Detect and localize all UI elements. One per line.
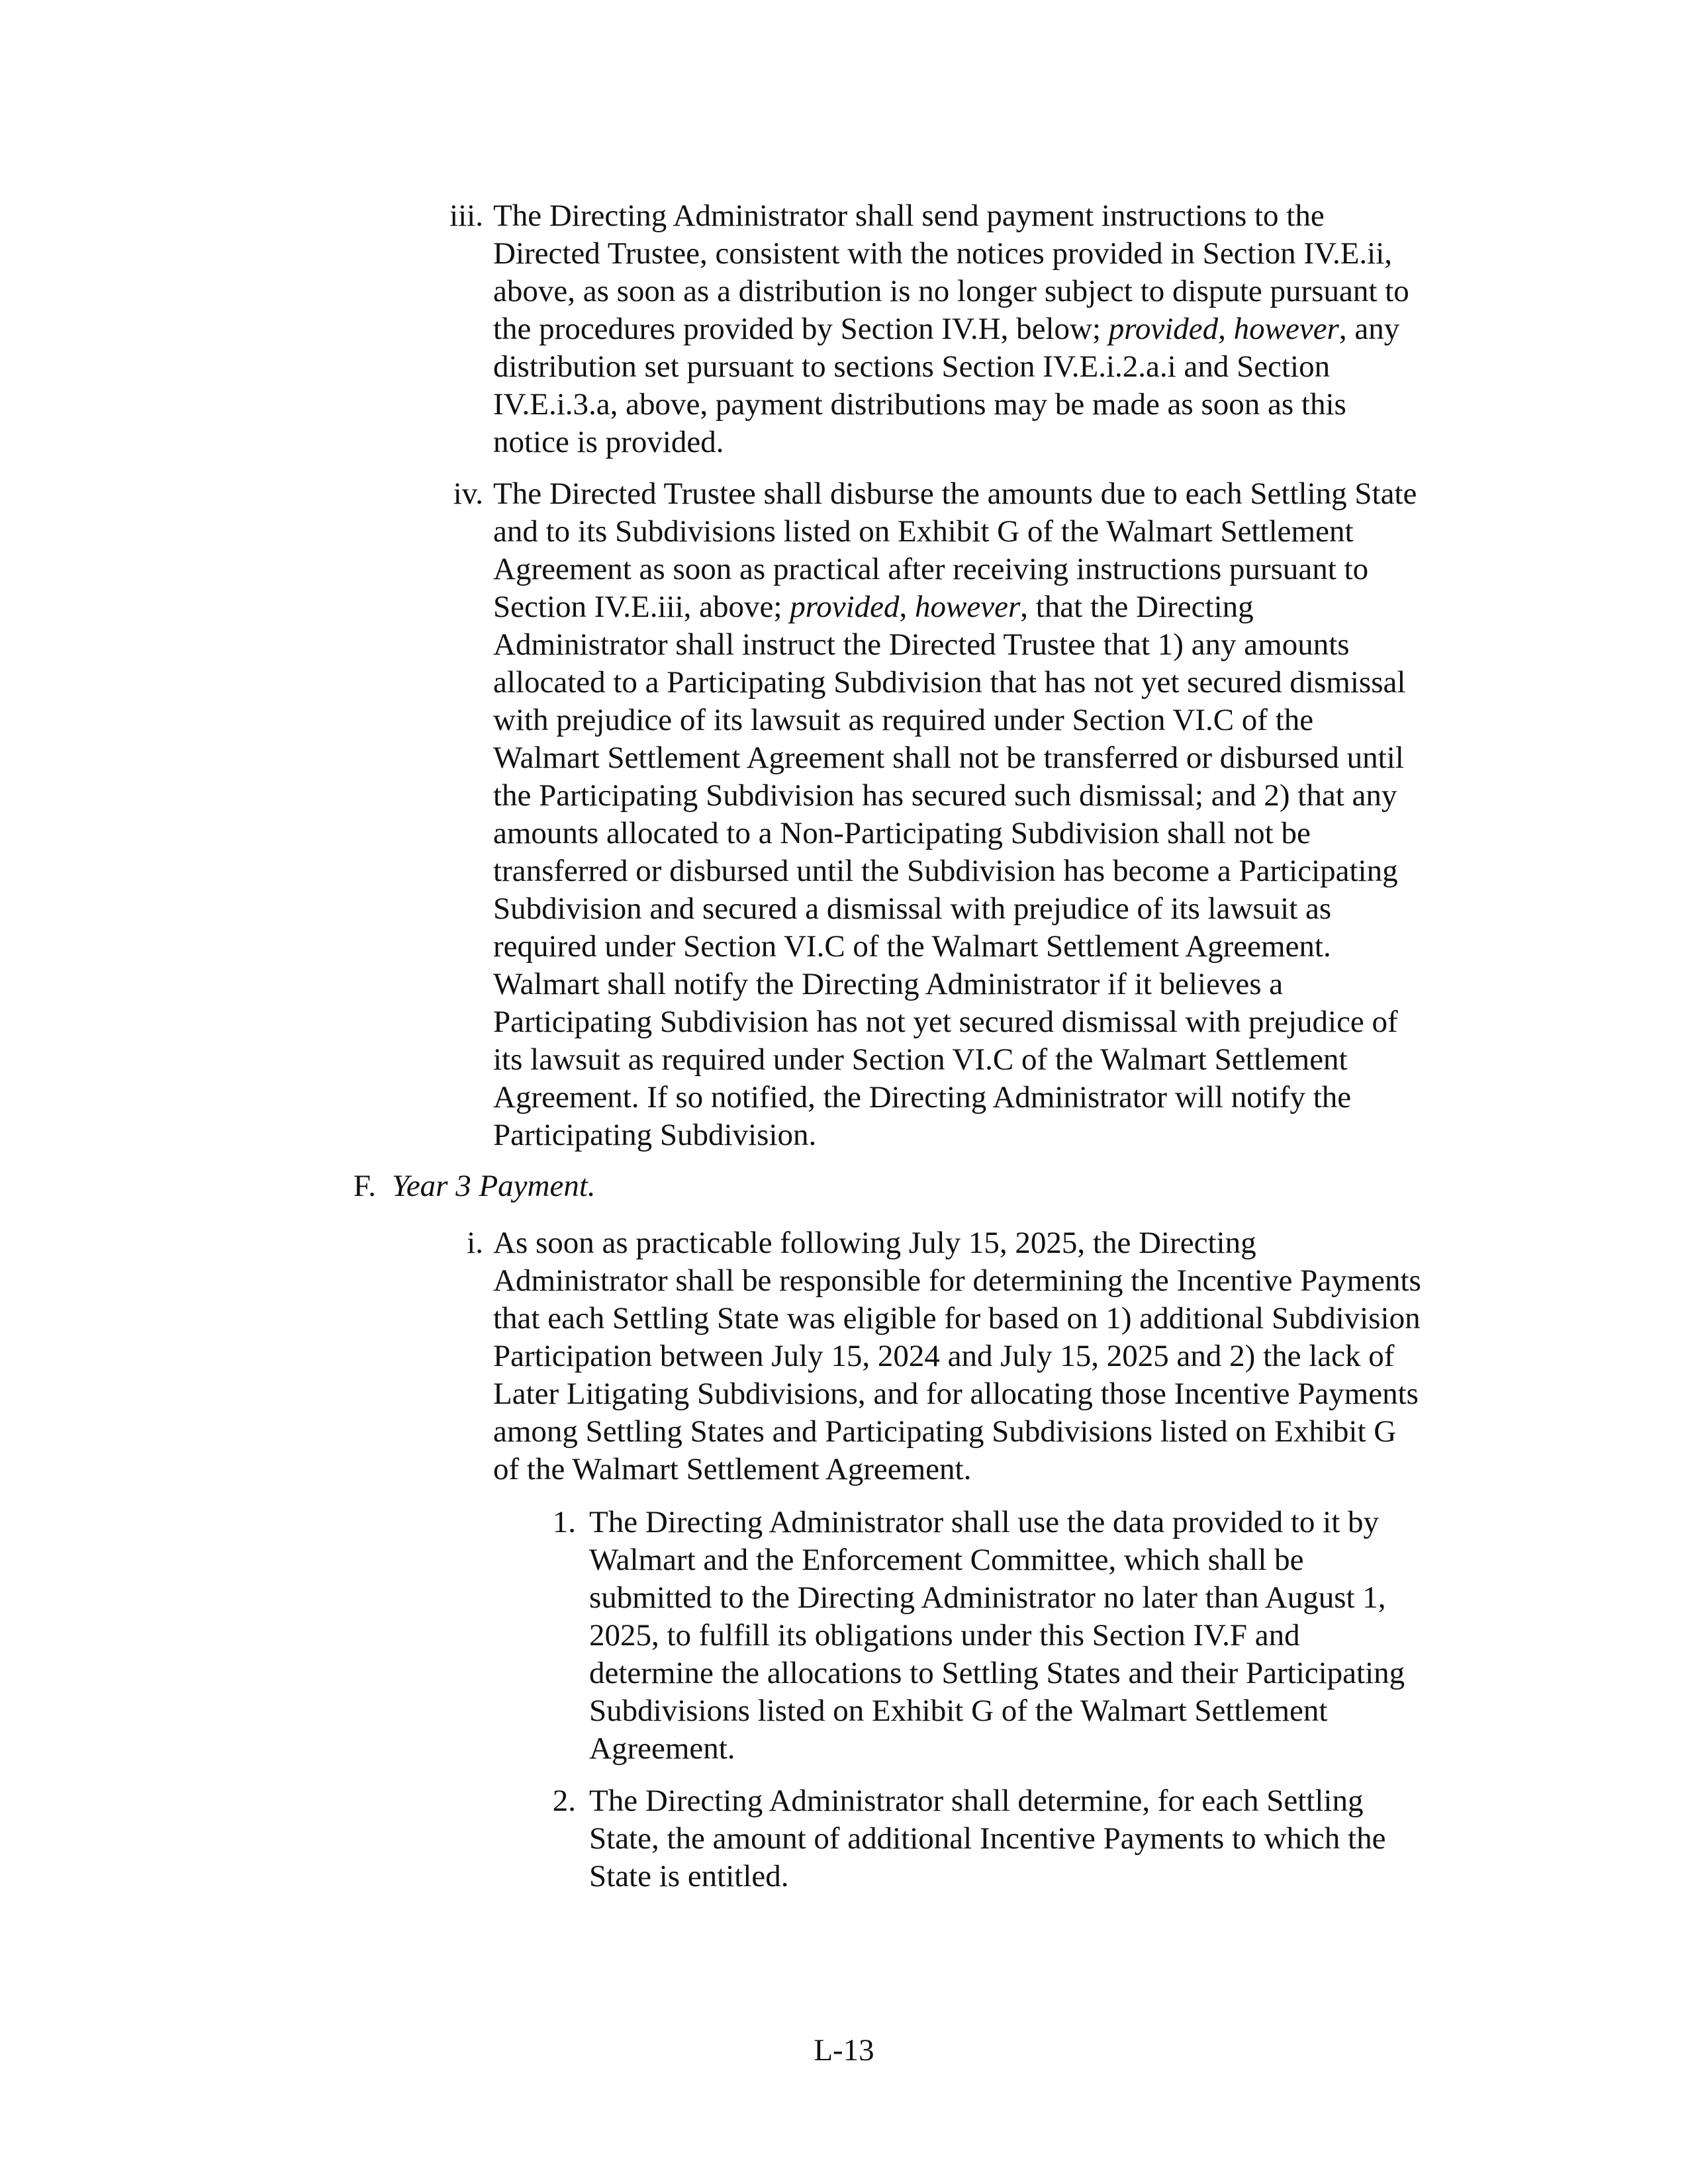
text-segment: , [899,590,915,624]
text-line: and to its Subdivisions listed on Exhibit G of the Walmart Settlement [493,514,1354,549]
text-line: As soon as practicable following July 15, 2025, the Directing [493,1226,1256,1260]
text-line: of the Walmart Settlement Agreement. [493,1452,972,1486]
text-line: the Participating Subdivision has secured such dismissal; and 2) that any [493,778,1397,813]
text-line: its lawsuit as required under Section VI.C of the Walmart Settlement [493,1042,1348,1077]
list-marker-iii: iii. [449,199,483,233]
text-line: Agreement. [589,1731,735,1766]
text-line: determine the allocations to Settling States and their Participating [589,1656,1405,1690]
text-line: Subdivision and secured a dismissal with prejudice of its lawsuit as [493,891,1332,926]
italic-provided: provided [790,590,900,624]
text-line: Walmart and the Enforcement Committee, which shall be [589,1543,1304,1577]
text-line: Walmart shall notify the Directing Administrator if it believes a [493,967,1284,1001]
text-line: that each Settling State was eligible for based on 1) additional Subdivision [493,1301,1421,1336]
text-line: Subdivisions listed on Exhibit G of the Walmart Settlement [589,1694,1328,1728]
list-marker-2: 2. [552,1784,576,1818]
text-line: with prejudice of its lawsuit as required under Section VI.C of the [493,703,1314,737]
text-line: Later Litigating Subdivisions, and for allocating those Incentive Payments [493,1377,1419,1411]
text-line: amounts allocated to a Non-Participating Subdivision shall not be [493,816,1311,850]
text-line: 2025, to fulfill its obligations under this Section IV.F and [589,1618,1300,1653]
text-line: Agreement. If so notified, the Directing Administrator will notify the [493,1080,1352,1115]
text-line: Participation between July 15, 2024 and July 15, 2025 and 2) the lack of [493,1339,1395,1373]
text-line: allocated to a Participating Subdivision that has not yet secured dismissal [493,665,1406,700]
list-item-1-text [589,1504,1476,1768]
text-line [493,310,1473,348]
text-line: Directed Trustee, consistent with the notices provided in Section IV.E.ii, [493,236,1393,271]
text-segment: , any [1338,312,1400,346]
text-line: Participating Subdivision has not yet secured dismissal with prejudice of [493,1005,1398,1039]
text-line: among Settling States and Participating Subdivisions listed on Exhibit G [493,1414,1397,1449]
text-line: The Directed Trustee shall disburse the amounts due to each Settling State [493,477,1417,511]
list-item-iii-text [493,197,1473,461]
section-marker-F: F. [353,1169,376,1203]
text-line: State, the amount of additional Incentive Payments to which the [589,1821,1386,1856]
text-line: notice is provided. [493,425,724,459]
text-line: IV.E.i.3.a, above, payment distributions may be made as soon as this [493,387,1346,422]
text-line: The Directing Administrator shall use the data provided to it by [589,1505,1380,1539]
text-line: Administrator shall be responsible for determining the Incentive Payments [493,1263,1421,1298]
list-item-i-text [493,1224,1473,1488]
text-line: above, as soon as a distribution is no longer subject to dispute pursuant to [493,274,1409,308]
list-item-2-text [589,1782,1476,1895]
text-line: The Directing Administrator shall determine, for each Settling [589,1784,1364,1818]
section-heading-line [392,1167,1451,1205]
text-line: Administrator shall instruct the Directed Trustee that 1) any amounts [493,627,1350,662]
section-heading-text: Year 3 Payment. [392,1169,596,1203]
text-segment: the procedures provided by Section IV.H, below; [493,312,1109,346]
page-number: L-13 [814,2033,874,2068]
list-marker-1: 1. [552,1505,576,1539]
text-line: Participating Subdivision. [493,1118,817,1152]
text-line: Agreement as soon as practical after receiving instructions pursuant to [493,552,1369,586]
italic-however: however [915,590,1021,624]
text-line: distribution set pursuant to sections Section IV.E.i.2.a.i and Section [493,349,1331,384]
text-line: submitted to the Directing Administrator no later than August 1, [589,1580,1386,1615]
list-item-iv-text [493,475,1473,1154]
text-line: required under Section VI.C of the Walmart Settlement Agreement. [493,929,1331,964]
list-marker-i: i. [467,1226,483,1260]
text-line: transferred or disbursed until the Subdivision has become a Participating [493,854,1398,888]
text-segment: , that the Directing [1020,590,1254,624]
text-line [493,588,1473,626]
list-marker-iv: iv. [453,477,483,511]
italic-proviso: provided, however [1108,312,1339,346]
text-line: State is entitled. [589,1859,789,1893]
text-segment: Section IV.E.iii, above; [493,590,790,624]
section-heading-F-text-wrap [392,1167,1451,1205]
text-line: The Directing Administrator shall send payment instructions to the [493,199,1325,233]
text-line: Walmart Settlement Agreement shall not be transferred or disbursed until [493,741,1404,775]
